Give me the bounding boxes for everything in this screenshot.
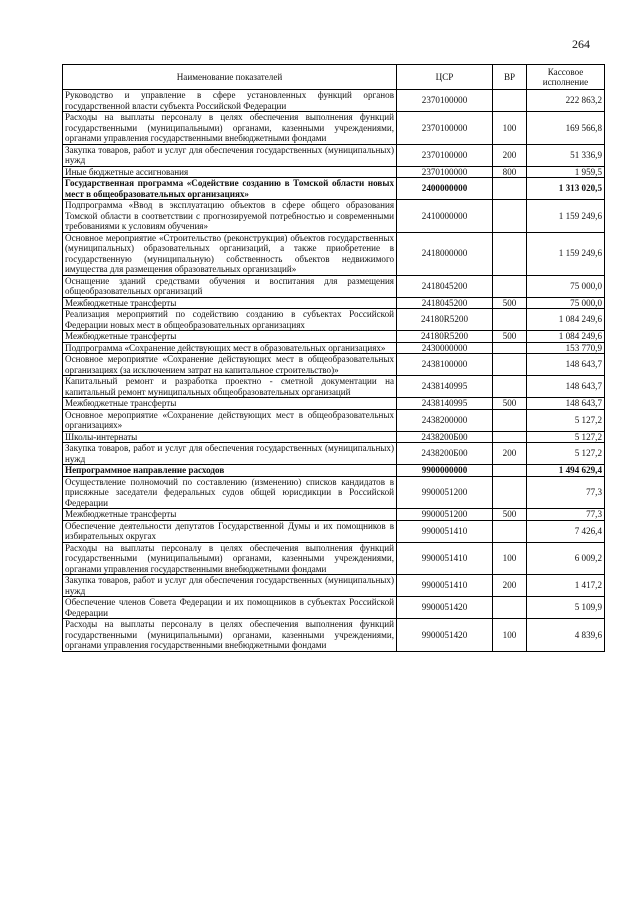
amount-cell: 5 127,2 [527,431,605,443]
name-cell: Осуществление полномочий по составлению (изменению) списков кандидатов в присяжные заседатели федеральных судов общей юрисдикции в Российской Федерации [63,476,397,509]
vr-cell [493,342,527,354]
vr-cell [493,90,527,112]
vr-cell: 200 [493,144,527,166]
vr-cell: 100 [493,542,527,575]
csr-cell: 9900051200 [397,476,493,509]
csr-cell: 2438140995 [397,376,493,398]
vr-cell [493,465,527,477]
csr-cell: 9900000000 [397,465,493,477]
csr-cell: 24180R5200 [397,309,493,331]
csr-cell: 2418045200 [397,275,493,297]
amount-cell: 51 336,9 [527,144,605,166]
table-row [63,443,605,465]
table-row [63,431,605,443]
vr-cell: 200 [493,443,527,465]
csr-cell: 2400000000 [397,178,493,200]
vr-cell [493,309,527,331]
page-number: 264 [572,37,590,51]
name-cell: Подпрограмма «Ввод в эксплуатацию объектов в сфере общего образования Томской области в соответствии с прогнозируемой потребностью и современными требованиями к условиям обучения» [63,200,397,233]
table-row [63,200,605,233]
csr-cell: 2438140995 [397,398,493,410]
name-cell: Основное мероприятие «Сохранение действующих мест в общеобразовательных организациях (за исключением затрат на капитальное строительство)» [63,354,397,376]
vr-cell: 500 [493,398,527,410]
amount-cell: 1 313 020,5 [527,178,605,200]
amount-cell: 148 643,7 [527,354,605,376]
name-cell: Межбюджетные трансферты [63,297,397,309]
name-cell: Непрограммное направление расходов [63,465,397,477]
table-row [63,476,605,509]
vr-cell [493,232,527,275]
table-row [63,331,605,343]
vr-cell: 500 [493,331,527,343]
table-row [63,90,605,112]
vr-cell [493,200,527,233]
csr-cell: 9900051410 [397,575,493,597]
amount-cell: 1 959,5 [527,166,605,178]
table-row [63,376,605,398]
name-cell: Обеспечение членов Совета Федерации и их помощников в субъектах Российской Федерации [63,597,397,619]
amount-cell: 1 084 249,6 [527,331,605,343]
table-row [63,297,605,309]
name-cell: Обеспечение деятельности депутатов Государственной Думы и их помощников в избирательных округах [63,520,397,542]
vr-cell [493,597,527,619]
header-csr: ЦСР [397,65,493,90]
name-cell: Подпрограмма «Сохранение действующих мест в образовательных организациях» [63,342,397,354]
csr-cell: 2418000000 [397,232,493,275]
amount-cell: 4 839,6 [527,619,605,652]
table-row [63,520,605,542]
csr-cell: 2410000000 [397,200,493,233]
vr-cell: 800 [493,166,527,178]
amount-cell: 148 643,7 [527,398,605,410]
budget-table [62,64,605,652]
name-cell: Межбюджетные трансферты [63,331,397,343]
vr-cell [493,275,527,297]
table-row [63,542,605,575]
table-row [63,309,605,331]
amount-cell: 5 109,9 [527,597,605,619]
table-row [63,354,605,376]
header-amount: Кассовое исполнение [527,65,605,90]
header-vr: ВР [493,65,527,90]
amount-cell: 75 000,0 [527,297,605,309]
amount-cell: 77,3 [527,476,605,509]
table-row [63,166,605,178]
amount-cell: 75 000,0 [527,275,605,297]
vr-cell: 100 [493,112,527,145]
csr-cell: 9900051420 [397,619,493,652]
table-row [63,275,605,297]
name-cell: Основное мероприятие «Сохранение действующих мест в общеобразовательных организациях» [63,409,397,431]
csr-cell: 2370100000 [397,112,493,145]
csr-cell: 2438100000 [397,354,493,376]
amount-cell: 1 417,2 [527,575,605,597]
name-cell: Закупка товаров, работ и услуг для обеспечения государственных (муниципальных) нужд [63,144,397,166]
csr-cell: 2418045200 [397,297,493,309]
amount-cell: 153 770,9 [527,342,605,354]
amount-cell: 1 159 249,6 [527,200,605,233]
name-cell: Закупка товаров, работ и услуг для обеспечения государственных (муниципальных) нужд [63,443,397,465]
table-header [63,65,605,90]
csr-cell: 2370100000 [397,90,493,112]
vr-cell [493,376,527,398]
amount-cell: 6 009,2 [527,542,605,575]
vr-cell [493,520,527,542]
table-row [63,409,605,431]
table-row [63,465,605,477]
csr-cell: 2430000000 [397,342,493,354]
vr-cell [493,354,527,376]
table-row [63,178,605,200]
vr-cell: 500 [493,509,527,521]
name-cell: Основное мероприятие «Строительство (реконструкция) объектов государственных (муниципальных) образовательных организаций, а также приобретение в государственную (муниципальную) собственность объектов недвижимого имущества для размещения образовательных организаций» [63,232,397,275]
amount-cell: 5 127,2 [527,409,605,431]
csr-cell: 9900051200 [397,509,493,521]
vr-cell: 100 [493,619,527,652]
csr-cell: 2370100000 [397,166,493,178]
csr-cell: 2438200Б00 [397,443,493,465]
amount-cell: 5 127,2 [527,443,605,465]
amount-cell: 7 426,4 [527,520,605,542]
table-row [63,619,605,652]
table-row [63,112,605,145]
amount-cell: 1 159 249,6 [527,232,605,275]
table-row [63,144,605,166]
name-cell: Реализация мероприятий по содействию созданию в субъектах Российской Федерации новых мест в общеобразовательных организациях [63,309,397,331]
table-row [63,232,605,275]
table-row [63,398,605,410]
vr-cell [493,178,527,200]
name-cell: Капитальный ремонт и разработка проектно - сметной документации на капитальный ремонт муниципальных общеобразовательных организаций [63,376,397,398]
amount-cell: 1 084 249,6 [527,309,605,331]
header-name: Наименование показателей [63,65,397,90]
name-cell: Расходы на выплаты персоналу в целях обеспечения выполнения функций государственными (муниципальными) органами, казенными учреждениями, органами управления государственными внебюджетными фондами [63,112,397,145]
name-cell: Иные бюджетные ассигнования [63,166,397,178]
vr-cell [493,431,527,443]
name-cell: Межбюджетные трансферты [63,509,397,521]
name-cell: Закупка товаров, работ и услуг для обеспечения государственных (муниципальных) нужд [63,575,397,597]
name-cell: Межбюджетные трансферты [63,398,397,410]
vr-cell [493,409,527,431]
amount-cell: 169 566,8 [527,112,605,145]
table-row [63,597,605,619]
name-cell: Государственная программа «Содействие созданию в Томской области новых мест в общеобразовательных организациях» [63,178,397,200]
vr-cell [493,476,527,509]
csr-cell: 9900051410 [397,520,493,542]
csr-cell: 9900051420 [397,597,493,619]
name-cell: Школы-интернаты [63,431,397,443]
amount-cell: 1 494 629,4 [527,465,605,477]
vr-cell: 200 [493,575,527,597]
amount-cell: 77,3 [527,509,605,521]
csr-cell: 2438200Б00 [397,431,493,443]
csr-cell: 2438200000 [397,409,493,431]
amount-cell: 222 863,2 [527,90,605,112]
name-cell: Оснащение зданий средствами обучения и воспитания для размещения общеобразовательных организаций [63,275,397,297]
name-cell: Расходы на выплаты персоналу в целях обеспечения выполнения функций государственными (муниципальными) органами, казенными учреждениями, органами управления государственными внебюджетными фондами [63,619,397,652]
table-body [63,90,605,652]
table-row [63,342,605,354]
csr-cell: 9900051410 [397,542,493,575]
name-cell: Руководство и управление в сфере установленных функций органов государственной власти субъекта Российской Федерации [63,90,397,112]
csr-cell: 24180R5200 [397,331,493,343]
amount-cell: 148 643,7 [527,376,605,398]
name-cell: Расходы на выплаты персоналу в целях обеспечения выполнения функций государственными (муниципальными) органами, казенными учреждениями, органами управления государственными внебюджетными фондами [63,542,397,575]
table-row [63,575,605,597]
csr-cell: 2370100000 [397,144,493,166]
vr-cell: 500 [493,297,527,309]
table-row [63,509,605,521]
